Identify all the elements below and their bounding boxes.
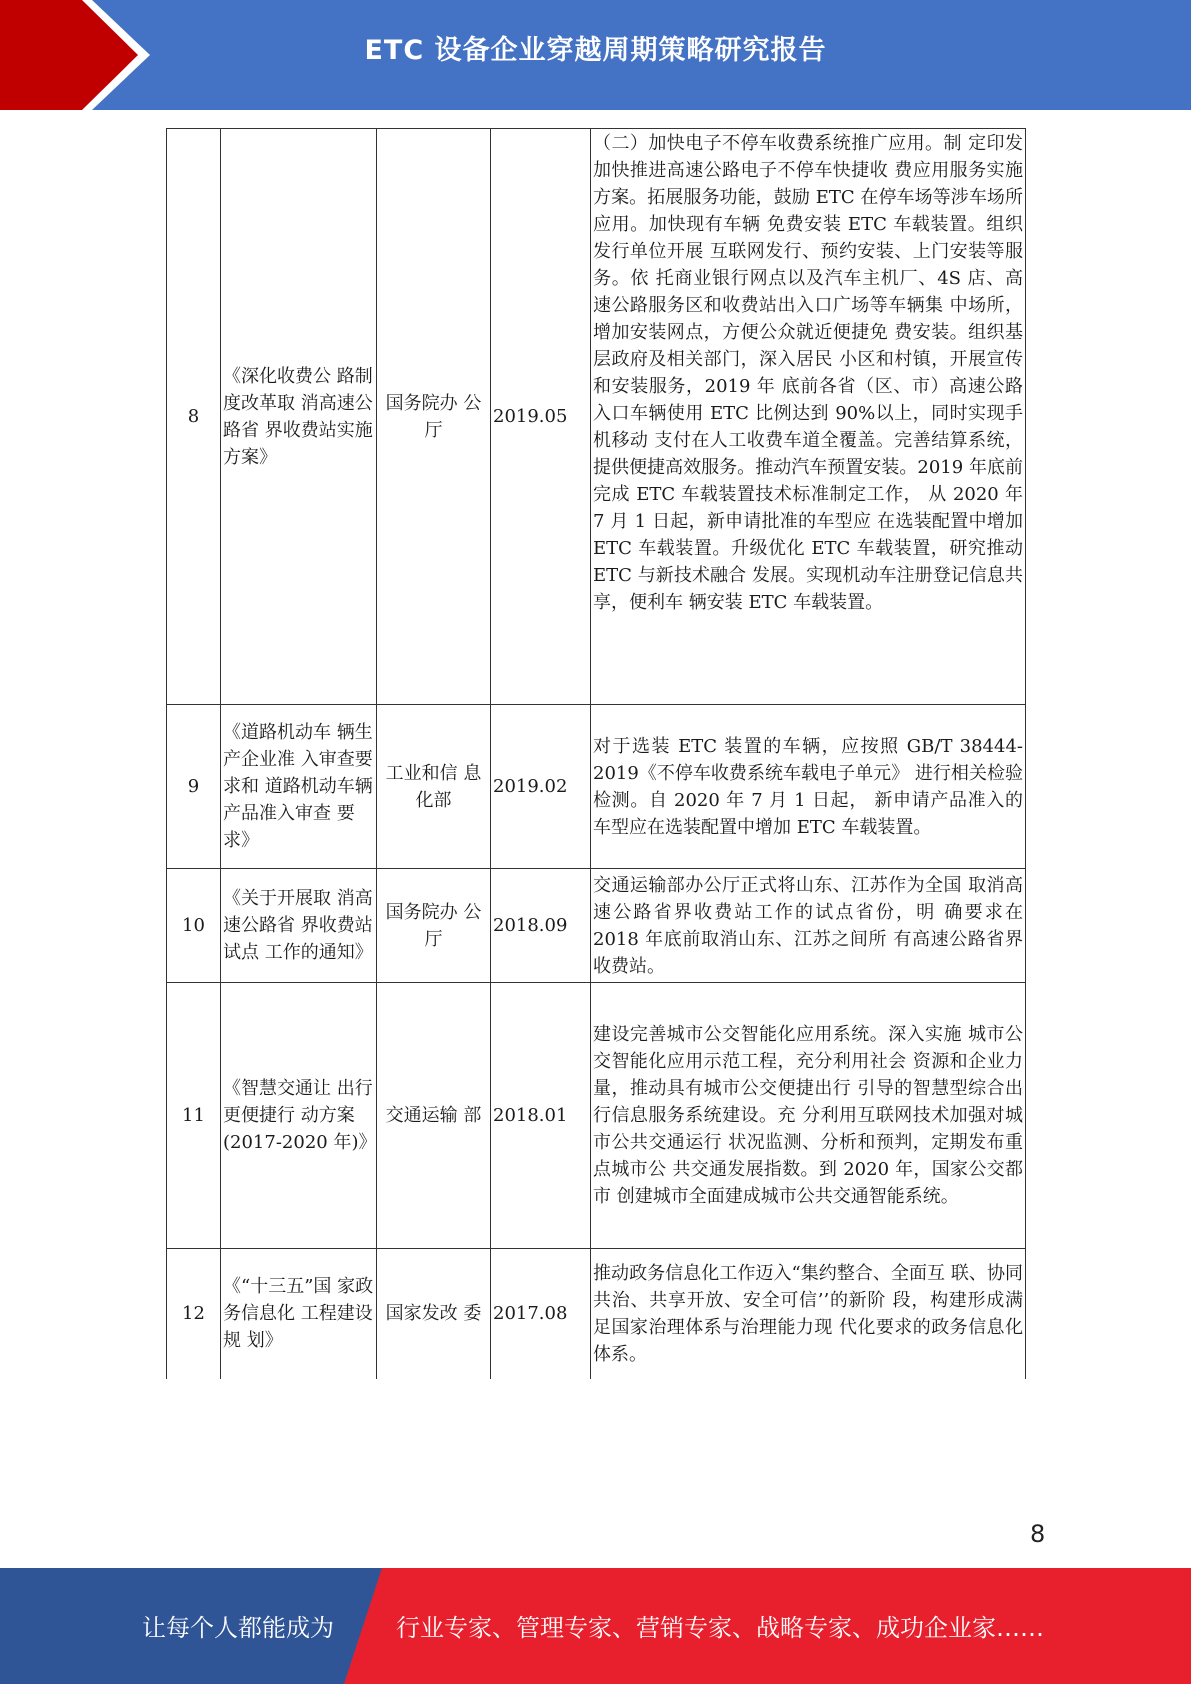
policy-content: 交通运输部办公厅正式将山东、江苏作为全国 取消高速公路省界收费站工作的试点省份，明 确要求在 2018 年底前取消山东、江苏之间所 有高速公路省界收费站。	[591, 869, 1026, 983]
row-number: 9	[167, 705, 221, 869]
issuing-department: 国家发改 委	[377, 1249, 491, 1379]
footer-slogan-left: 让每个人都能成为	[142, 1614, 334, 1642]
footer-slogan-right: 行业专家、管理专家、营销专家、战略专家、成功企业家……	[396, 1614, 1044, 1642]
policy-name: 《道路机动车 辆生产企业准 入审查要求和 道路机动车辆 产品准入审查 要求》	[221, 705, 377, 869]
issuing-department: 交通运输 部	[377, 983, 491, 1249]
row-number: 12	[167, 1249, 221, 1379]
policy-name: 《关于开展取 消高速公路省 界收费站试点 工作的通知》	[221, 869, 377, 983]
policy-content: 推动政务信息化工作迈入“集约整合、全面互 联、协同共治、共享开放、安全可信’’的新阶 段，构建形成满足国家治理体系与治理能力现 代化要求的政务信息化体系。	[591, 1249, 1026, 1379]
issue-date: 2019.02	[491, 705, 591, 869]
policy-table	[166, 128, 1026, 1379]
issue-date: 2019.05	[491, 129, 591, 705]
policy-content: 建设完善城市公交智能化应用系统。深入实施 城市公交智能化应用示范工程，充分利用社会 资源和企业力量，推动具有城市公交便捷出行 引导的智慧型综合出行信息服务系统建设。充 分利用互联网技术加强对城市公共交通运行 状况监测、分析和预判，定期发布重点城市公 共交通发展指数。到 2020 年，国家公交都市 创建城市全面建成城市公共交通智能系统。	[591, 983, 1026, 1249]
policy-name: 《“十三五”国 家政务信息化 工程建设规 划》	[221, 1249, 377, 1379]
issue-date: 2018.01	[491, 983, 591, 1249]
row-number: 11	[167, 983, 221, 1249]
table-row	[167, 1249, 1026, 1379]
footer-banner	[0, 1568, 1191, 1684]
table-row	[167, 705, 1026, 869]
table-row	[167, 869, 1026, 983]
row-number: 10	[167, 869, 221, 983]
issue-date: 2017.08	[491, 1249, 591, 1379]
row-number: 8	[167, 129, 221, 705]
policy-name: 《智慧交通让 出行更便捷行 动方案 (2017-2020 年)》	[221, 983, 377, 1249]
table-row	[167, 129, 1026, 705]
table-row	[167, 983, 1026, 1249]
issuing-department: 国务院办 公厅	[377, 869, 491, 983]
issue-date: 2018.09	[491, 869, 591, 983]
policy-content: （二）加快电子不停车收费系统推广应用。制 定印发加快推进高速公路电子不停车快捷收 费应用服务实施方案。拓展服务功能，鼓励 ETC 在停车场等涉车场所应用。加快现有车辆 免费安装 ETC 车载装置。组织发行单位开展 互联网发行、预约安装、上门安装等服务。依 托商业银行网点以及汽车主机厂、4S 店、高 速公路服务区和收费站出入口广场等车辆集 中场所，增加安装网点，方便公众就近便捷免 费安装。组织基层政府及相关部门，深入居民 小区和村镇，开展宣传和安装服务，2019 年 底前各省（区、市）高速公路入口车辆使用 ETC 比例达到 90%以上，同时实现手机移动 支付在人工收费车道全覆盖。完善结算系统，提供便捷高效服务。推动汽车预置安装。2019 年底前完成 ETC 车载装置技术标准制定工作， 从 2020 年 7 月 1 日起，新申请批准的车型应 在选装配置中增加 ETC 车载装置。升级优化 ETC 车载装置，研究推动 ETC 与新技术融合 发展。实现机动车注册登记信息共享，便利车 辆安装 ETC 车载装置。	[591, 129, 1026, 705]
issuing-department: 工业和信 息化部	[377, 705, 491, 869]
report-title: ETC 设备企业穿越周期策略研究报告	[364, 35, 827, 66]
header-banner	[0, 0, 1191, 110]
page-number: 8	[1030, 1520, 1046, 1548]
policy-name: 《深化收费公 路制度改革取 消高速公路省 界收费站实施 方案》	[221, 129, 377, 705]
issuing-department: 国务院办 公厅	[377, 129, 491, 705]
policy-content: 对于选装 ETC 装置的车辆，应按照 GB/T 38444-2019《不停车收费系统车载电子单元》 进行相关检验检测。自 2020 年 7 月 1 日起， 新申请产品准入的车型应在选装配置中增加 ETC 车载装置。	[591, 705, 1026, 869]
